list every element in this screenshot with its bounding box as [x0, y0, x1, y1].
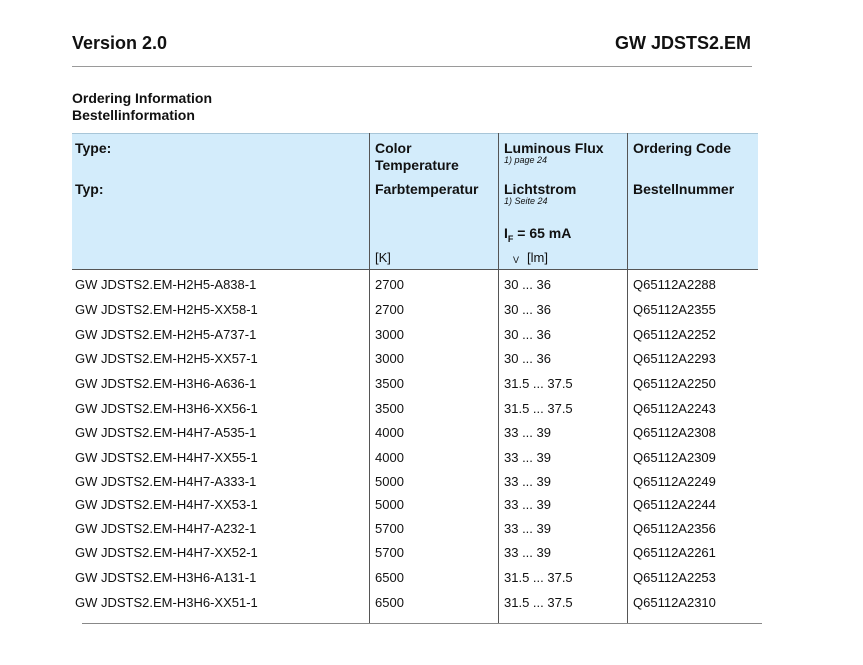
section-title-de: Bestellinformation — [72, 107, 195, 123]
column-divider-3 — [627, 133, 628, 623]
ordering-code-cell: Q65112A2250 — [633, 376, 716, 391]
type-cell: GW JDSTS2.EM-H4H7-XX53-1 — [75, 497, 258, 512]
type-cell: GW JDSTS2.EM-H4H7-XX55-1 — [75, 450, 258, 465]
flux-header-de-ref: 1) Seite 24 — [504, 196, 548, 206]
type-header-en: Type: — [75, 140, 112, 156]
ordering-code-cell: Q65112A2253 — [633, 570, 716, 585]
header-divider — [72, 66, 752, 67]
temperature-cell: 5700 — [375, 521, 404, 536]
type-cell: GW JDSTS2.EM-H2H5-XX57-1 — [75, 351, 258, 366]
temperature-cell: 5000 — [375, 497, 404, 512]
section-title — [72, 90, 212, 124]
type-cell: GW JDSTS2.EM-H4H7-XX52-1 — [75, 545, 258, 560]
ordering-code-cell: Q65112A2310 — [633, 595, 716, 610]
flux-cell: 33 ... 39 — [504, 425, 551, 440]
flux-cell: 31.5 ... 37.5 — [504, 570, 573, 585]
temperature-cell: 6500 — [375, 570, 404, 585]
column-divider-2 — [498, 133, 499, 623]
ordering-code-cell: Q65112A2355 — [633, 302, 716, 317]
type-cell: GW JDSTS2.EM-H4H7-A535-1 — [75, 425, 257, 440]
type-cell: GW JDSTS2.EM-H4H7-A333-1 — [75, 474, 257, 489]
section-title-en: Ordering Information — [72, 90, 212, 106]
flux-unit: [lm] — [527, 250, 548, 265]
type-cell: GW JDSTS2.EM-H2H5-XX58-1 — [75, 302, 258, 317]
ordering-code-cell: Q65112A2261 — [633, 545, 716, 560]
type-cell: GW JDSTS2.EM-H3H6-A636-1 — [75, 376, 257, 391]
temperature-cell: 2700 — [375, 302, 404, 317]
code-header-en: Ordering Code — [633, 140, 732, 156]
temperature-cell: 2700 — [375, 277, 404, 292]
type-cell: GW JDSTS2.EM-H2H5-A737-1 — [75, 327, 257, 342]
ordering-code-cell: Q65112A2243 — [633, 401, 716, 416]
temperature-cell: 6500 — [375, 595, 404, 610]
flux-cell: 33 ... 39 — [504, 497, 551, 512]
temperature-cell: 4000 — [375, 450, 404, 465]
type-cell: GW JDSTS2.EM-H3H6-XX51-1 — [75, 595, 258, 610]
type-cell: GW JDSTS2.EM-H3H6-A131-1 — [75, 570, 257, 585]
color-header-en-line2: Temperature — [375, 157, 459, 173]
flux-symbol-subscript: V — [513, 255, 520, 265]
color-unit: [K] — [375, 250, 391, 265]
temperature-cell: 3000 — [375, 351, 404, 366]
table-header-bottom-line — [72, 269, 758, 270]
flux-cell: 33 ... 39 — [504, 450, 551, 465]
flux-cell: 33 ... 39 — [504, 545, 551, 560]
temperature-cell: 5700 — [375, 545, 404, 560]
ordering-code-cell: Q65112A2356 — [633, 521, 716, 536]
flux-cell: 31.5 ... 37.5 — [504, 595, 573, 610]
column-divider-1 — [369, 133, 370, 623]
flux-condition — [504, 225, 571, 248]
type-cell: GW JDSTS2.EM-H2H5-A838-1 — [75, 277, 257, 292]
type-cell: GW JDSTS2.EM-H4H7-A232-1 — [75, 521, 257, 536]
ordering-code-cell: Q65112A2293 — [633, 351, 716, 366]
temperature-cell: 3500 — [375, 401, 404, 416]
flux-cell: 30 ... 36 — [504, 302, 551, 317]
color-header-de: Farbtemperatur — [375, 181, 479, 197]
ordering-code-cell: Q65112A2249 — [633, 474, 716, 489]
table-header-top-line — [72, 133, 758, 134]
temperature-cell: 5000 — [375, 474, 404, 489]
flux-header-de: Lichtstrom — [504, 181, 577, 197]
type-header-de: Typ: — [75, 181, 104, 197]
flux-cell: 30 ... 36 — [504, 327, 551, 342]
flux-condition-value: = 65 mA — [513, 225, 572, 241]
flux-cell: 31.5 ... 37.5 — [504, 376, 573, 391]
flux-cell: 33 ... 39 — [504, 474, 551, 489]
flux-header-en: Luminous Flux — [504, 140, 604, 156]
flux-cell: 31.5 ... 37.5 — [504, 401, 573, 416]
flux-header-en-ref: 1) page 24 — [504, 155, 548, 165]
part-number-title: GW JDSTS2.EM — [614, 33, 751, 53]
flux-cell: 33 ... 39 — [504, 521, 551, 536]
ordering-code-cell: Q65112A2288 — [633, 277, 716, 292]
ordering-code-cell: Q65112A2309 — [633, 450, 716, 465]
ordering-code-cell: Q65112A2244 — [633, 497, 716, 512]
ordering-code-cell: Q65112A2308 — [633, 425, 716, 440]
code-header-de: Bestellnummer — [633, 181, 735, 197]
flux-condition-subscript: F — [507, 233, 514, 244]
temperature-cell: 4000 — [375, 425, 404, 440]
flux-condition-symbol: I — [504, 225, 508, 241]
flux-cell: 30 ... 36 — [504, 351, 551, 366]
table-bottom-line — [82, 623, 762, 624]
color-header-en-line1: Color — [375, 140, 412, 156]
temperature-cell: 3000 — [375, 327, 404, 342]
ordering-code-cell: Q65112A2252 — [633, 327, 716, 342]
version-label: Version 2.0 — [72, 33, 168, 53]
temperature-cell: 3500 — [375, 376, 404, 391]
type-cell: GW JDSTS2.EM-H3H6-XX56-1 — [75, 401, 258, 416]
flux-cell: 30 ... 36 — [504, 277, 551, 292]
